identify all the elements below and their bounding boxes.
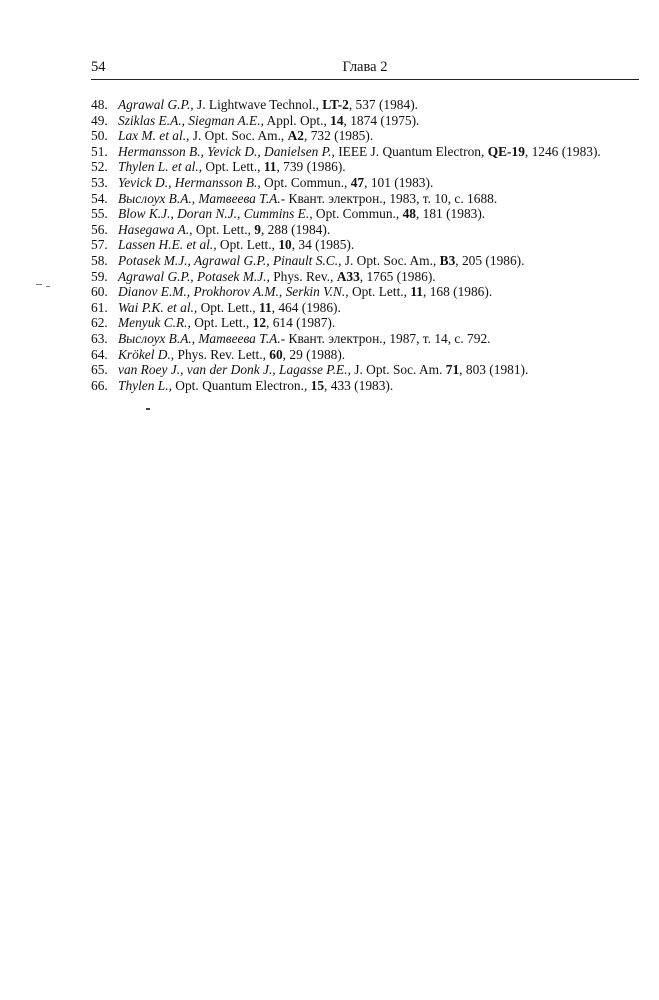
reference-source: Opt. Commun., <box>260 174 351 190</box>
reference-authors: Выслоух В.А., Матвеева Т.А.- <box>118 330 286 346</box>
reference-text <box>118 97 639 113</box>
reference-pages-year: , 288 (1984). <box>260 221 331 237</box>
reference-item <box>91 347 639 363</box>
reference-volume: 15 <box>310 377 325 393</box>
reference-source: Opt. Lett., <box>197 299 259 315</box>
reference-volume: A33 <box>336 268 360 284</box>
reference-pages-year: , 101 (1983). <box>364 174 434 190</box>
chapter-title: Глава 2 <box>342 59 388 75</box>
reference-volume: 14 <box>330 112 344 128</box>
reference-number: 59. <box>91 268 108 284</box>
reference-authors: Dianov E.M., Prokhorov A.M., Serkin V.N., <box>118 284 349 300</box>
reference-volume: A2 <box>287 128 304 144</box>
reference-text <box>118 300 639 316</box>
reference-item <box>91 159 639 175</box>
reference-item <box>91 128 639 144</box>
reference-number: 50. <box>91 128 108 144</box>
reference-text <box>118 331 639 347</box>
reference-item <box>91 284 639 300</box>
reference-item <box>91 378 639 394</box>
reference-source: Opt. Lett., <box>202 159 264 175</box>
reference-source: Opt. Quantum Electron., <box>171 377 311 393</box>
reference-text <box>118 237 639 253</box>
reference-source: Opt. Lett., <box>190 315 253 331</box>
reference-pages-year: , 181 (1983). <box>415 206 486 222</box>
reference-volume: QE-19 <box>487 143 525 159</box>
reference-pages-year: , 34 (1985). <box>291 237 355 253</box>
reference-pages-year: , 537 (1984). <box>348 97 419 112</box>
page-number: 54 <box>91 59 106 75</box>
reference-number: 60. <box>91 284 108 300</box>
reference-item <box>91 222 639 238</box>
reference-authors: Hermansson B., Yevick D., Danielsen P., <box>118 143 335 159</box>
reference-pages-year: , 739 (1986). <box>276 159 346 175</box>
reference-item <box>91 113 639 129</box>
reference-source: Квант. электрон., 1983, т. 10, с. 1688. <box>285 190 498 206</box>
reference-number: 56. <box>91 221 108 237</box>
reference-text <box>118 113 639 129</box>
reference-item <box>91 253 639 269</box>
reference-volume: 10 <box>278 237 292 253</box>
reference-source: IEEE J. Quantum Electron, <box>334 143 488 159</box>
reference-pages-year: , 205 (1986). <box>455 252 525 268</box>
reference-text <box>118 206 639 222</box>
reference-volume: 47 <box>350 174 365 190</box>
reference-number: 52. <box>91 159 108 175</box>
reference-source: J. Lightwave Technol., <box>193 97 323 112</box>
reference-item <box>91 206 639 222</box>
reference-volume: 71 <box>445 362 460 378</box>
reference-text <box>118 269 639 285</box>
reference-item <box>91 315 639 331</box>
reference-text <box>118 362 639 378</box>
reference-number: 54. <box>91 190 108 206</box>
reference-pages-year: , 732 (1985). <box>304 128 374 144</box>
reference-volume: LT-2 <box>322 97 349 112</box>
reference-source: J. Opt. Soc. Am., <box>189 128 288 144</box>
reference-authors: Agrawal G.P., <box>118 97 194 112</box>
reference-item <box>91 331 639 347</box>
reference-number: 57. <box>91 237 108 253</box>
reference-volume: 9 <box>254 221 261 237</box>
reference-authors: Lassen H.E. et al., <box>118 237 217 253</box>
reference-pages-year: , 614 (1987). <box>266 315 336 331</box>
reference-text <box>118 284 639 300</box>
reference-number: 49. <box>91 112 108 128</box>
reference-pages-year: , 1874 (1975). <box>343 112 420 128</box>
reference-source: Opt. Lett., <box>348 284 411 300</box>
scan-speck <box>146 408 150 410</box>
reference-number: 55. <box>91 206 108 222</box>
reference-authors: Выслоух В.А., Матвеева Т.А.- <box>118 190 286 206</box>
reference-text <box>118 378 639 394</box>
reference-authors: Menyuk C.R., <box>118 315 191 331</box>
reference-number: 63. <box>91 330 108 346</box>
reference-number: 61. <box>91 299 108 315</box>
reference-authors: Agrawal G.P., Potasek M.J., <box>118 268 270 284</box>
reference-text <box>118 315 639 331</box>
reference-authors: Thylen L. et al., <box>118 159 203 175</box>
reference-text <box>118 253 639 269</box>
reference-volume: 11 <box>263 159 277 175</box>
reference-volume: 11 <box>410 284 423 300</box>
reference-list <box>91 97 639 393</box>
reference-source: Квант. электрон., 1987, т. 14, с. 792. <box>285 330 491 346</box>
reference-item <box>91 362 639 378</box>
reference-source: J. Opt. Soc. Am. <box>350 362 446 378</box>
reference-number: 65. <box>91 362 108 378</box>
reference-authors: Lax M. et al., <box>118 128 190 144</box>
reference-text <box>118 175 639 191</box>
reference-item <box>91 175 639 191</box>
reference-item <box>91 144 639 160</box>
reference-item <box>91 191 639 207</box>
reference-text <box>118 347 639 363</box>
reference-pages-year: , 803 (1981). <box>459 362 529 378</box>
reference-text <box>118 159 639 175</box>
reference-pages-year: , 168 (1986). <box>423 284 493 300</box>
reference-number: 51. <box>91 143 108 159</box>
scan-speck <box>36 282 56 288</box>
reference-text <box>118 191 639 207</box>
reference-source: J. Opt. Soc. Am., <box>341 252 440 268</box>
reference-volume: 11 <box>259 299 272 315</box>
reference-text <box>118 222 639 238</box>
reference-item <box>91 97 639 113</box>
reference-source: Appl. Opt., <box>263 112 331 128</box>
reference-number: 48. <box>91 97 108 112</box>
reference-authors: Sziklas E.A., Siegman A.E., <box>118 112 264 128</box>
reference-pages-year: , 1246 (1983). <box>524 143 601 159</box>
reference-volume: 48 <box>402 206 416 222</box>
reference-authors: Blow K.J., Doran N.J., Cummins E., <box>118 206 313 222</box>
reference-source: Opt. Lett., <box>216 237 279 253</box>
reference-source: Phys. Rev. Lett., <box>174 346 270 362</box>
reference-source: Opt. Commun., <box>312 206 403 222</box>
reference-authors: Thylen L., <box>118 377 172 393</box>
reference-authors: Krökel D., <box>118 346 175 362</box>
reference-volume: 12 <box>252 315 267 331</box>
reference-number: 62. <box>91 315 108 331</box>
reference-authors: van Roey J., van der Donk J., Lagasse P.E., <box>118 362 351 378</box>
reference-item <box>91 300 639 316</box>
page-header <box>91 57 639 80</box>
reference-number: 53. <box>91 174 108 190</box>
reference-number: 58. <box>91 252 108 268</box>
reference-authors: Yevick D., Hermansson B., <box>118 174 261 190</box>
reference-authors: Hasegawa A., <box>118 221 193 237</box>
reference-number: 64. <box>91 346 108 362</box>
reference-item <box>91 237 639 253</box>
reference-pages-year: , 433 (1983). <box>324 377 394 393</box>
reference-pages-year: , 1765 (1986). <box>359 268 436 284</box>
reference-text <box>118 144 639 160</box>
reference-item <box>91 269 639 285</box>
reference-pages-year: , 464 (1986). <box>271 299 341 315</box>
reference-pages-year: , 29 (1988). <box>282 346 346 362</box>
reference-volume: B3 <box>439 252 456 268</box>
reference-source: Opt. Lett., <box>192 221 255 237</box>
reference-number: 66. <box>91 377 108 393</box>
reference-authors: Wai P.K. et al., <box>118 299 198 315</box>
reference-authors: Potasek M.J., Agrawal G.P., Pinault S.C., <box>118 252 342 268</box>
reference-text <box>118 128 639 144</box>
reference-source: Phys. Rev., <box>269 268 337 284</box>
reference-volume: 60 <box>269 346 283 362</box>
